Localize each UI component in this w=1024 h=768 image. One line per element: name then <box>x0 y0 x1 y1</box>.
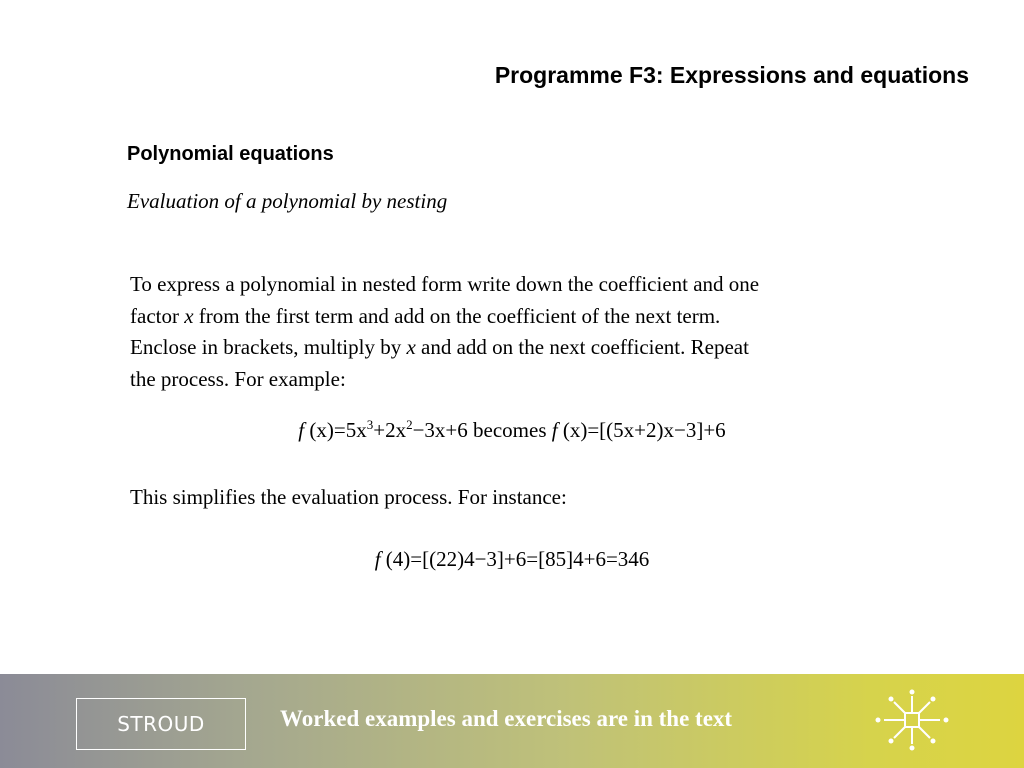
body-line-4: the process. For example: <box>130 366 346 391</box>
body-line-3 <box>130 332 920 364</box>
eq-text: (x)=[(5x+2)x−3]+6 <box>557 418 726 442</box>
eq-text: =5x <box>333 418 367 442</box>
evaluation-equation <box>0 547 1024 572</box>
footer-bar <box>0 674 1024 768</box>
stroud-brand-box <box>76 698 246 750</box>
function-f: f <box>298 418 305 442</box>
section-subtitle: Evaluation of a polynomial by nesting <box>127 189 448 213</box>
body-text: factor <box>130 303 185 328</box>
programme-title: Programme F3: Expressions and equations <box>494 62 969 88</box>
eq-text: (x) <box>304 418 334 442</box>
nested-form-equation <box>0 418 1024 443</box>
footer-message: Worked examples and exercises are in the text <box>280 706 733 731</box>
function-f: f <box>551 418 558 442</box>
network-node-icon <box>870 686 954 756</box>
body-text: and add on the next coefficient. Repeat <box>415 335 749 359</box>
body-text: from the first term and add on the coefficient of the next term. <box>193 303 721 328</box>
eq-becomes: becomes <box>467 418 552 442</box>
body-line-1: To express a polynomial in nested form write down the coefficient and one <box>130 272 760 296</box>
function-f: f <box>374 547 381 571</box>
eq-text: (4)=[(22)4−3]+6=[85]4+6=346 <box>380 547 650 571</box>
exponent: 3 <box>366 417 374 432</box>
eq-text: +2x <box>373 418 407 442</box>
eq-text: −3x+6 <box>412 418 468 442</box>
body-paragraph <box>130 269 920 395</box>
exponent: 2 <box>406 417 413 432</box>
variable-x: x <box>184 303 194 328</box>
section-title: Polynomial equations <box>127 143 334 165</box>
simplifies-text: This simplifies the evaluation process. For instance: <box>130 485 567 509</box>
variable-x: x <box>406 335 416 359</box>
body-text: Enclose in brackets, multiply by <box>130 335 407 359</box>
brand-label: STROUD <box>117 712 205 736</box>
body-line-2 <box>130 301 920 333</box>
